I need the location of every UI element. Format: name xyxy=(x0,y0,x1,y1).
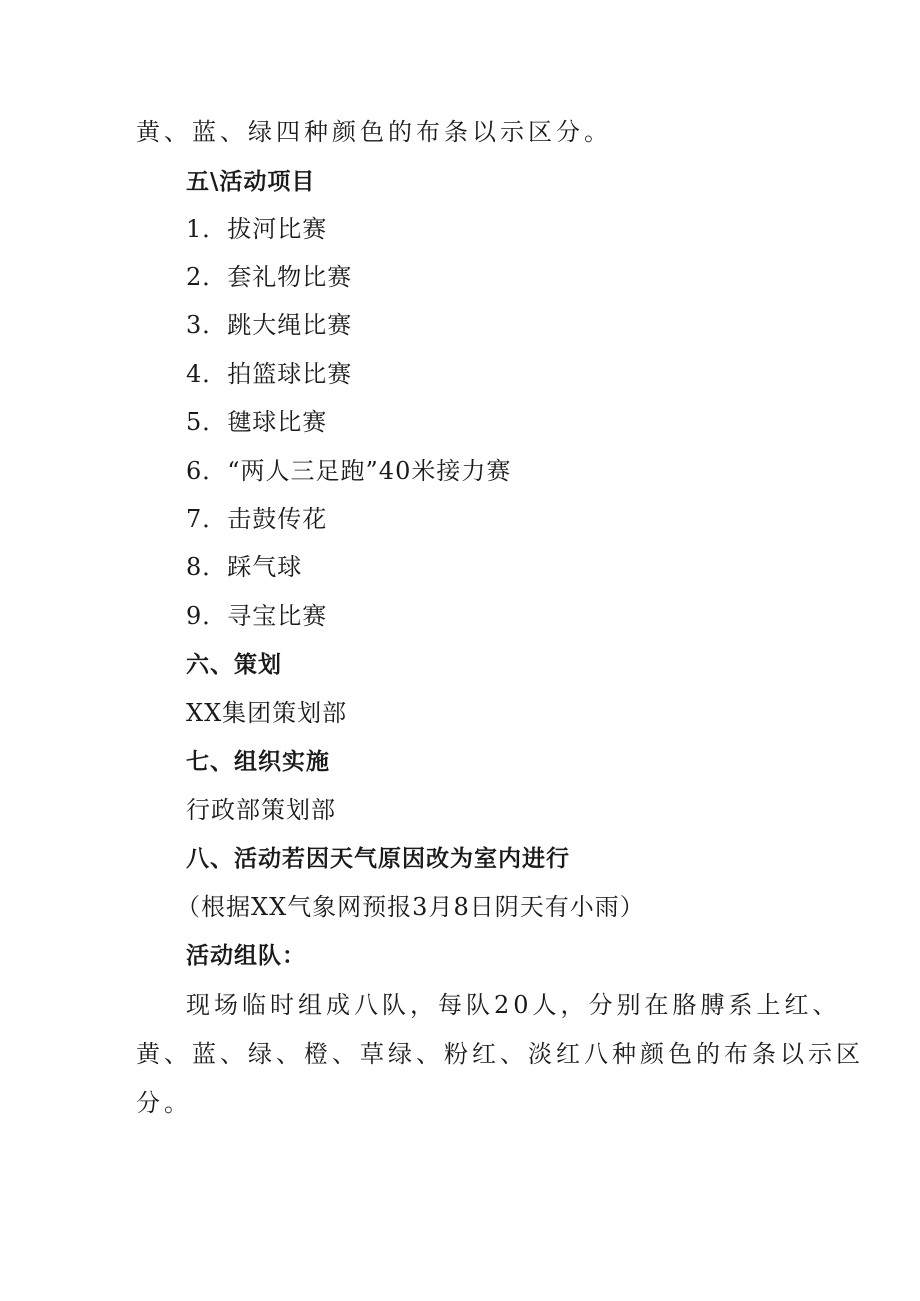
list-item: 8．踩气球 xyxy=(186,553,303,581)
list-item: 4．拍篮球比赛 xyxy=(186,360,353,388)
list-item: 7．击鼓传花 xyxy=(186,505,328,533)
teams-paragraph-line-3: 分。 xyxy=(136,1089,192,1117)
list-item: 9．寻宝比赛 xyxy=(186,602,328,630)
list-item: 6．“两人三足跑”40米接力赛 xyxy=(186,457,512,485)
list-item: 1．拔河比赛 xyxy=(186,215,328,243)
list-item: 5．毽球比赛 xyxy=(186,408,328,436)
teams-heading: 活动组队： xyxy=(186,943,306,969)
teams-paragraph-line-1: 现场临时组成八队，每队20人，分别在胳膊系上红、 xyxy=(186,991,841,1019)
teams-paragraph-line-2: 黄、蓝、绿、橙、草绿、粉红、淡红八种颜色的布条以示区 xyxy=(136,1040,864,1068)
section-7-body: 行政部策划部 xyxy=(186,796,336,824)
section-6-heading: 六、策划 xyxy=(186,652,282,678)
section-5-heading: 五\活动项目 xyxy=(186,169,316,195)
section-8-heading: 八、活动若因天气原因改为室内进行 xyxy=(186,846,570,872)
list-item: 2．套礼物比赛 xyxy=(186,263,353,291)
intro-tail-text: 黄、蓝、绿四种颜色的布条以示区分。 xyxy=(136,118,612,146)
list-item: 3．跳大绳比赛 xyxy=(186,311,353,339)
section-7-heading: 七、组织实施 xyxy=(186,749,330,775)
section-6-body: XX集团策划部 xyxy=(186,699,348,727)
weather-note: （根据XX气象网预报3月8日阴天有小雨） xyxy=(176,893,645,921)
